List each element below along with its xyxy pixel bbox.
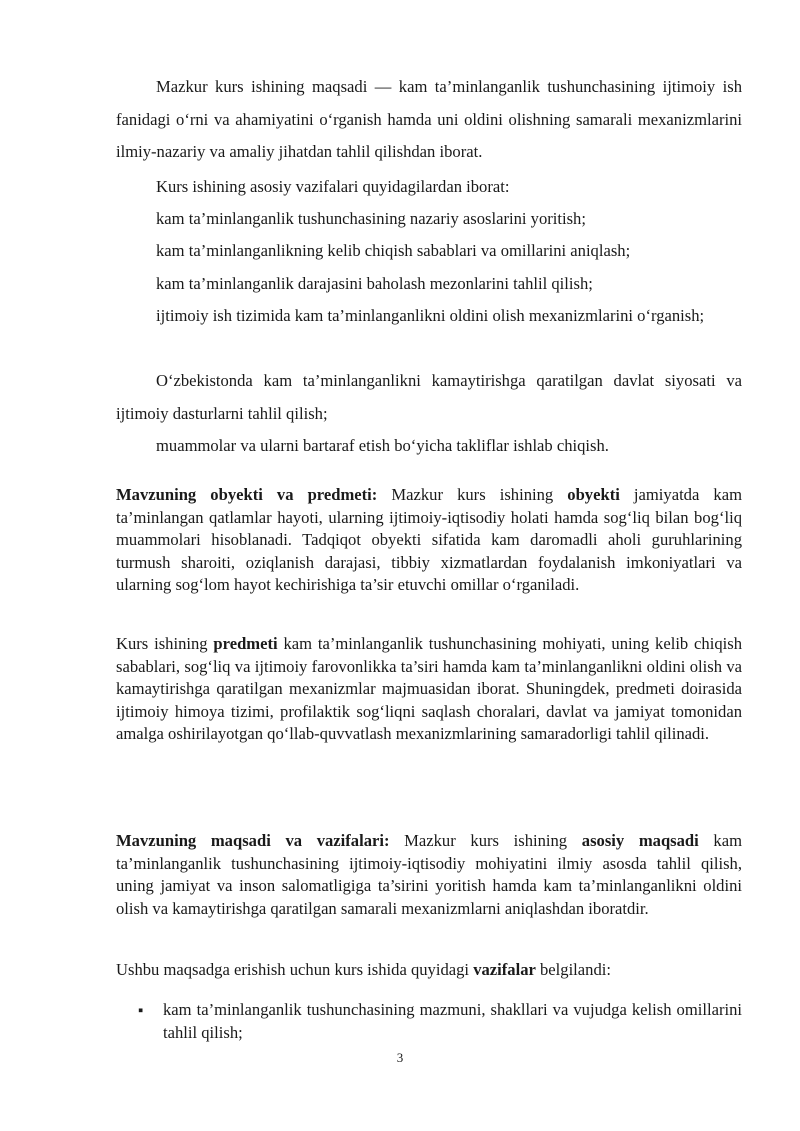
task-item: kam ta’minlanganlik tushunchasining nazariy asoslarini yoritish; (156, 209, 586, 228)
object-text: jamiyatda kam ta’minlangan qatlamlar hayoti, ularning ijtimoiy-iqtisodiy holati hamda sog‘liq bilan bog‘liq muammolari hisoblanadi. Tadqiqot obyekti sifatida kam daromadli aholi guruhlarining turmush sharoiti, oziqlanish darajasi, tibbiy xizmatlardan foydalanish imkoniyatlari va ularning sog‘lom hayot kechirishiga ta’sir etuvchi omillar o‘rganiladi. (116, 485, 742, 594)
purpose-paragraph: Mazkur kurs ishining maqsadi — kam ta’minlanganlik tushunchasining ijtimoiy ish fanidagi o‘rni va ahamiyatini o‘rganish hamda uni oldini olishning samarali mexanizmlarini ilmiy-nazariy va amaliy jihatdan tahlil qilishdan iborat. (116, 77, 742, 161)
subject-lead: Kurs ishining (116, 634, 214, 653)
task-item: O‘zbekistonda kam ta’minlanganlikni kamaytirishga qaratilgan davlat siyosati va ijtimoiy dasturlarni tahlil qilish; (116, 371, 742, 423)
task-item: muammolar va ularni bartaraf etish bo‘yicha takliflar ishlab chiqish. (156, 436, 609, 455)
goal-paragraph (116, 830, 742, 920)
tasks-text: belgilandi: (535, 960, 611, 979)
tasks-keyword: vazifalar (473, 960, 536, 979)
task-item: kam ta’minlanganlik darajasini baholash mezonlarini tahlil qilish; (156, 274, 593, 293)
object-lead: Mazkur kurs ishining (377, 485, 568, 504)
object-keyword: obyekti (567, 485, 620, 504)
subject-keyword: predmeti (213, 634, 278, 653)
subject-paragraph (116, 633, 742, 746)
task-item: ijtimoiy ish tizimida kam ta’minlanganlikni oldini olish mexanizmlarini o‘rganish; (156, 306, 705, 325)
goal-lead: Mazkur kurs ishining (389, 831, 582, 850)
tasks-lead: Ushbu maqsadga erishish uchun kurs ishida quyidagi (116, 960, 474, 979)
bullet-item: kam ta’minlanganlik tushunchasining mazmuni, shakllari va vujudga kelish omillarini tahlil qilish; (163, 1000, 742, 1042)
task-item: kam ta’minlanganlikning kelib chiqish sabablari va omillarini aniqlash; (156, 241, 631, 260)
goal-heading: Mavzuning maqsadi va vazifalari: (116, 831, 390, 850)
object-paragraph (116, 484, 742, 597)
goal-text: kam ta’minlanganlik tushunchasining ijtimoiy-iqtisodiy mohiyatini ilmiy asosda tahlil qilish, uning jamiyat va inson salomatligiga ta’sirini yoritish hamda kam ta’minlanganlikni oldini olish va kamaytirishga qaratilgan samarali mexanizmlarni aniqlashdan iboratdir. (116, 831, 742, 918)
tasks-intro: Kurs ishining asosiy vazifalari quyidagilardan iborat: (156, 177, 510, 196)
object-heading: Mavzuning obyekti va predmeti: (116, 485, 378, 504)
page-number: 3 (396, 1050, 404, 1065)
tasks-paragraph (116, 959, 742, 982)
bullet-icon: ▪ (138, 1003, 144, 1019)
subject-text: kam ta’minlanganlik tushunchasining mohiyati, uning kelib chiqish sabablari, sog‘liq va ijtimoiy farovonlikka ta’siri hamda kam ta’minlanganlikni oldini olish va kamaytirishga qaratilgan mexanizmlar majmuasidan iborat. Shuningdek, predmeti doirasida ijtimoiy himoya tizimi, profilaktik sog‘liqni saqlash choralari, davlat va jamiyat tomonidan amalga oshirilayotgan qo‘llab-quvvatlash mexanizmlarining samaradorligi tahlil qilinadi. (116, 634, 742, 743)
goal-keyword: asosiy maqsadi (581, 831, 699, 850)
